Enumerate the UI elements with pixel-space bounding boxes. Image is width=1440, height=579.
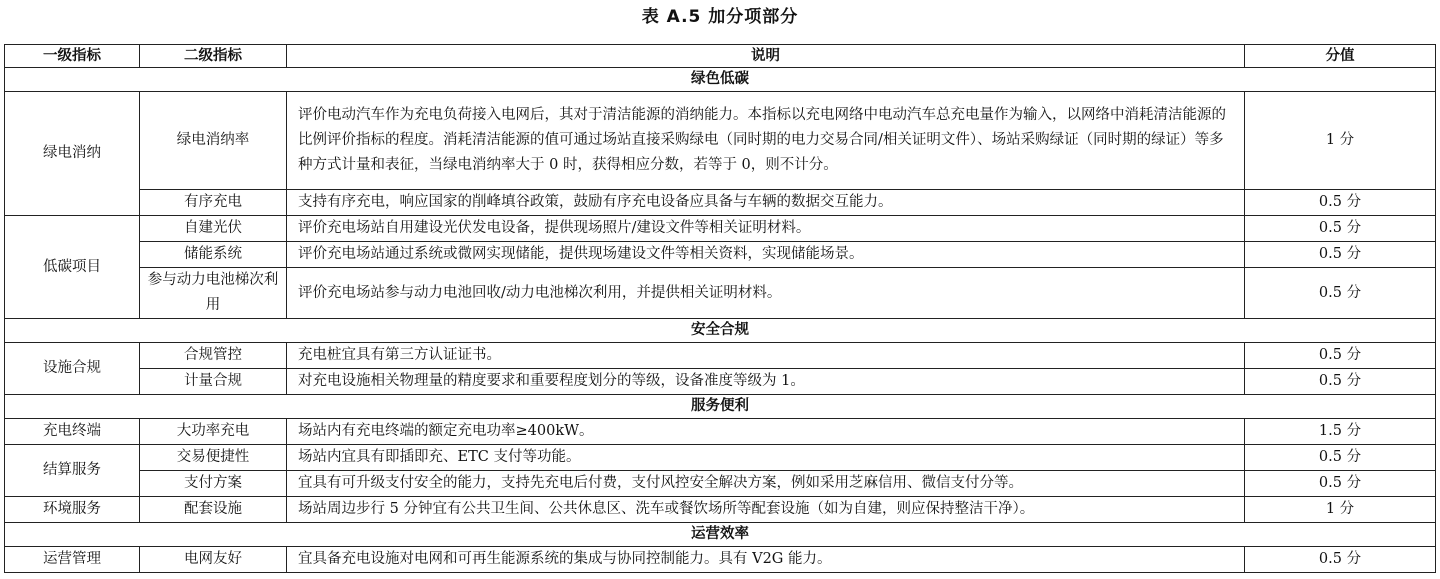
header-level2: 二级指标 xyxy=(140,45,287,68)
level2-cell: 配套设施 xyxy=(140,497,287,523)
description-cell: 场站周边步行 5 分钟宜有公共卫生间、公共休息区、洗车或餐饮场所等配套设施（如为自建，则应保持整洁干净）。 xyxy=(287,497,1245,523)
table-row xyxy=(5,92,1436,190)
level2-cell: 合规管控 xyxy=(140,343,287,369)
description-cell: 支持有序充电，响应国家的削峰填谷政策，鼓励有序充电设备应具备与车辆的数据交互能力。 xyxy=(287,190,1245,216)
level2-cell: 自建光伏 xyxy=(140,216,287,242)
level2-cell: 绿电消纳率 xyxy=(140,92,287,190)
score-cell: 0.5 分 xyxy=(1245,190,1436,216)
level2-cell: 交易便捷性 xyxy=(140,445,287,471)
description-cell: 评价电动汽车作为充电负荷接入电网后，其对于清洁能源的消纳能力。本指标以充电网络中电动汽车总充电量作为输入，以网络中消耗清洁能源的比例评价指标的程度。消耗清洁能源的值可通过场站直接采购绿电（同时期的电力交易合同/相关证明文件）、场站采购绿证（同时期的绿证）等多种方式计量和表征，当绿电消纳率大于 0 时，获得相应分数，若等于 0，则不计分。 xyxy=(287,92,1245,190)
level2-cell: 支付方案 xyxy=(140,471,287,497)
table-row xyxy=(5,268,1436,319)
table-row xyxy=(5,369,1436,395)
score-cell: 0.5 分 xyxy=(1245,242,1436,268)
level2-cell: 参与动力电池梯次利用 xyxy=(140,268,287,319)
score-cell: 1 分 xyxy=(1245,92,1436,190)
header-score: 分值 xyxy=(1245,45,1436,68)
header-row xyxy=(5,45,1436,68)
level2-cell: 电网友好 xyxy=(140,547,287,573)
description-cell: 充电桩宜具有第三方认证证书。 xyxy=(287,343,1245,369)
level1-cell: 环境服务 xyxy=(5,497,140,523)
level1-cell: 绿电消纳 xyxy=(5,92,140,216)
description-cell: 评价充电场站自用建设光伏发电设备，提供现场照片/建设文件等相关证明材料。 xyxy=(287,216,1245,242)
score-cell: 0.5 分 xyxy=(1245,343,1436,369)
description-cell: 评价充电场站通过系统或微网实现储能，提供现场建设文件等相关资料，实现储能场景。 xyxy=(287,242,1245,268)
score-cell: 0.5 分 xyxy=(1245,216,1436,242)
description-cell: 场站内有充电终端的额定充电功率≥400kW。 xyxy=(287,419,1245,445)
score-cell: 0.5 分 xyxy=(1245,268,1436,319)
table-row xyxy=(5,497,1436,523)
score-cell: 1 分 xyxy=(1245,497,1436,523)
level1-cell: 充电终端 xyxy=(5,419,140,445)
header-level1: 一级指标 xyxy=(5,45,140,68)
level1-cell: 运营管理 xyxy=(5,547,140,573)
level1-cell: 低碳项目 xyxy=(5,216,140,319)
table-row xyxy=(5,471,1436,497)
section-row xyxy=(5,395,1436,419)
section-row xyxy=(5,319,1436,343)
section-safety: 安全合规 xyxy=(5,319,1436,343)
level1-cell: 设施合规 xyxy=(5,343,140,395)
level1-cell: 结算服务 xyxy=(5,445,140,497)
section-row xyxy=(5,523,1436,547)
section-ops: 运营效率 xyxy=(5,523,1436,547)
table-caption: 表 A.5 加分项部分 xyxy=(641,7,799,27)
table-row xyxy=(5,419,1436,445)
score-cell: 0.5 分 xyxy=(1245,471,1436,497)
section-row xyxy=(5,68,1436,92)
description-cell: 对充电设施相关物理量的精度要求和重要程度划分的等级，设备准度等级为 1。 xyxy=(287,369,1245,395)
description-cell: 评价充电场站参与动力电池回收/动力电池梯次利用，并提供相关证明材料。 xyxy=(287,268,1245,319)
level2-cell: 储能系统 xyxy=(140,242,287,268)
score-cell: 0.5 分 xyxy=(1245,445,1436,471)
score-cell: 0.5 分 xyxy=(1245,547,1436,573)
level2-cell: 计量合规 xyxy=(140,369,287,395)
score-cell: 0.5 分 xyxy=(1245,369,1436,395)
section-green: 绿色低碳 xyxy=(5,68,1436,92)
level2-cell: 有序充电 xyxy=(140,190,287,216)
bonus-items-table xyxy=(4,44,1436,573)
description-cell: 宜具有可升级支付安全的能力，支持先充电后付费，支付风控安全解决方案，例如采用芝麻信用、微信支付分等。 xyxy=(287,471,1245,497)
table-row xyxy=(5,343,1436,369)
description-cell: 场站内宜具有即插即充、ETC 支付等功能。 xyxy=(287,445,1245,471)
table-row xyxy=(5,445,1436,471)
header-description: 说明 xyxy=(287,45,1245,68)
description-cell: 宜具备充电设施对电网和可再生能源系统的集成与协同控制能力。具有 V2G 能力。 xyxy=(287,547,1245,573)
score-cell: 1.5 分 xyxy=(1245,419,1436,445)
table-row xyxy=(5,242,1436,268)
table-row xyxy=(5,547,1436,573)
table-row xyxy=(5,216,1436,242)
level2-cell: 大功率充电 xyxy=(140,419,287,445)
table-row xyxy=(5,190,1436,216)
section-service: 服务便利 xyxy=(5,395,1436,419)
